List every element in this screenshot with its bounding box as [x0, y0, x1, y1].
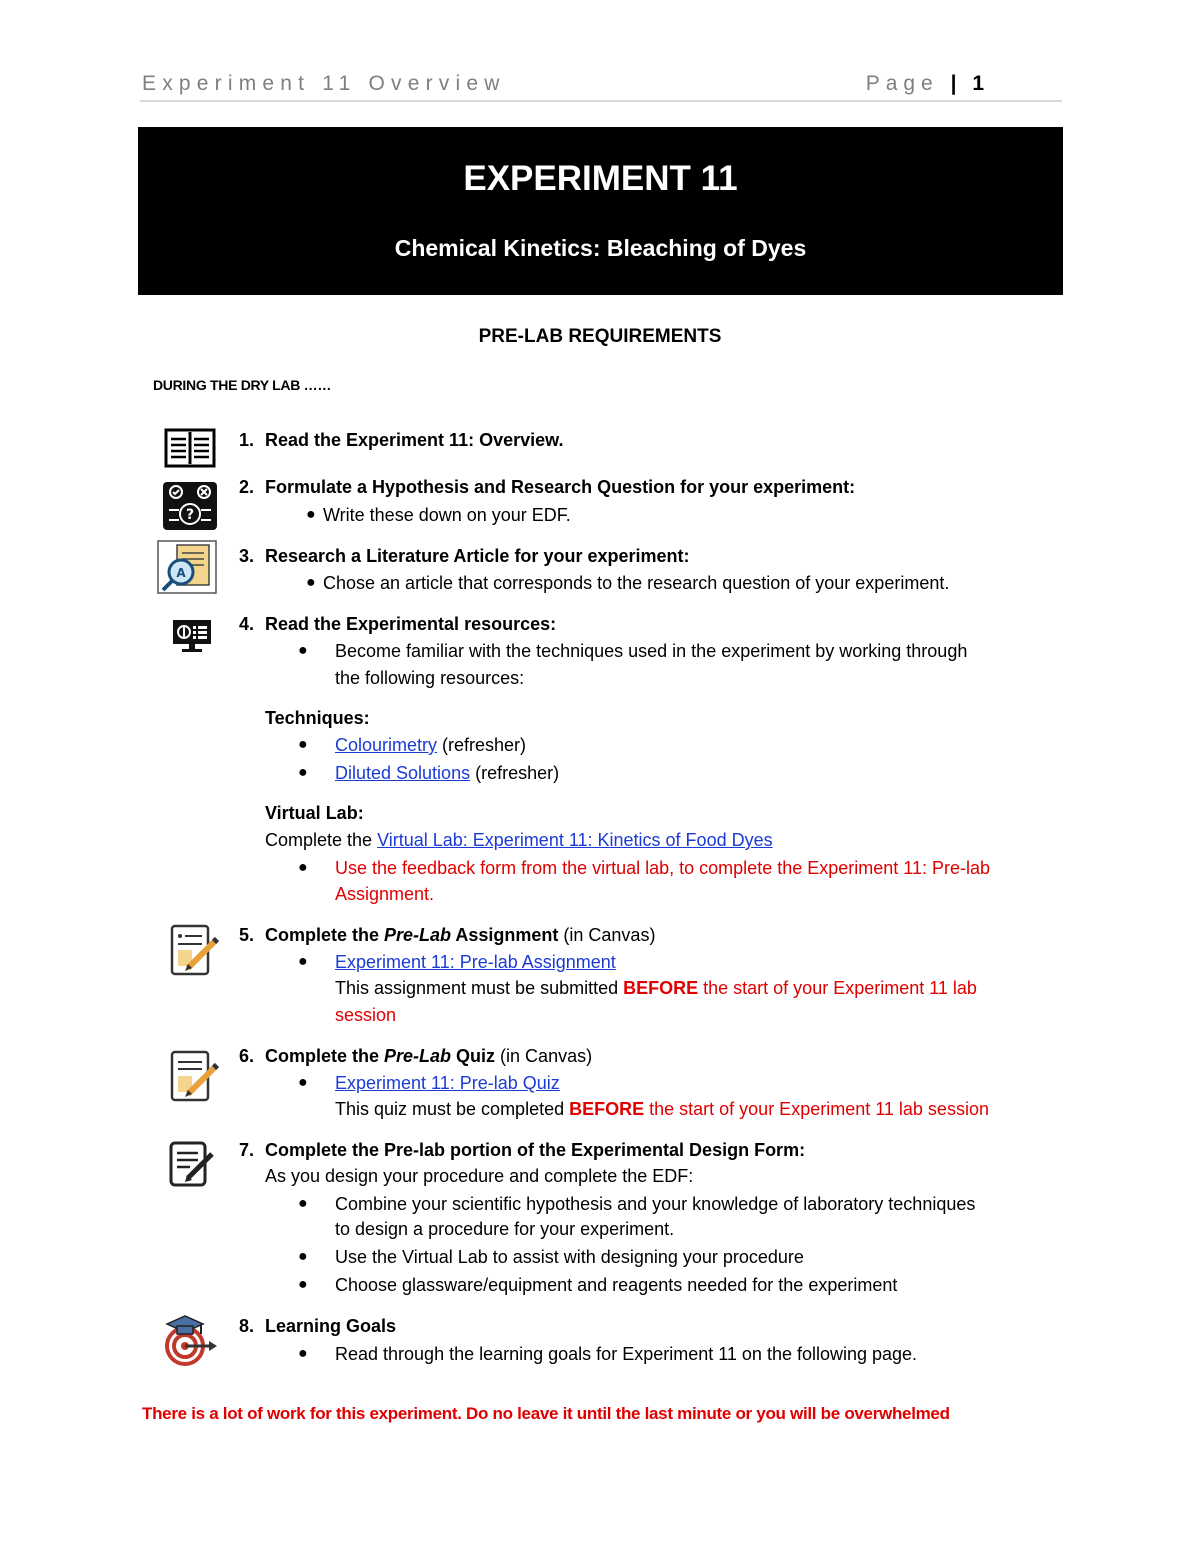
step-2-bullet: Write these down on your EDF.: [323, 505, 571, 525]
step-5-title: [265, 924, 655, 946]
feedback-note-line2: Assignment.: [335, 884, 435, 904]
step-8-number: 8.: [239, 1316, 255, 1336]
header-page-number: [866, 72, 990, 96]
step-5-title-c: Assignment: [451, 925, 559, 945]
quiz-icon: [170, 1050, 220, 1102]
page-header: [140, 70, 1062, 102]
step-7-bullet-2: Use the Virtual Lab to assist with designing your procedure: [335, 1247, 804, 1267]
bullet-icon: ●: [306, 574, 316, 591]
colourimetry-note: (refresher): [437, 735, 527, 755]
step-5-note-c: the start of your Experiment 11 lab: [698, 978, 977, 998]
step-5-note-a: This assignment must be submitted: [335, 978, 624, 998]
step-5-number: 5.: [239, 925, 255, 945]
step-6-note-line1: [335, 1098, 989, 1120]
step-5-title-b: Pre-Lab: [384, 925, 452, 945]
bullet-icon: ●: [298, 953, 308, 970]
step-7-number: 7.: [239, 1140, 255, 1160]
step-5-note-b: BEFORE: [623, 978, 699, 998]
diluted-solutions-link[interactable]: Diluted Solutions: [335, 763, 471, 783]
step-2-number: 2.: [239, 477, 255, 497]
bullet-icon: ●: [298, 736, 308, 753]
literature-search-icon: [157, 540, 217, 594]
step-7-bullet-3: Choose glassware/equipment and reagents needed for the experiment: [335, 1275, 898, 1295]
step-1-number: 1.: [239, 430, 255, 450]
virtual-lab-prefix: Complete the: [265, 830, 378, 850]
step-5-title-d: (in Canvas): [558, 925, 656, 945]
banner-subtitle: Chemical Kinetics: Bleaching of Dyes: [394, 235, 807, 261]
book-icon: [164, 428, 216, 468]
step-6-note-b: BEFORE: [569, 1099, 645, 1119]
page-separator: |: [950, 72, 961, 95]
svg-text:?: ?: [185, 507, 195, 523]
step-3-title: Research a Literature Article for your experiment:: [265, 546, 690, 566]
bullet-icon: ●: [298, 1276, 308, 1293]
bullet-icon: ●: [298, 642, 308, 659]
monitor-icon: [172, 619, 212, 653]
step-6-title: [265, 1045, 592, 1067]
technique-colourimetry: [335, 734, 526, 756]
step-8-title: Learning Goals: [265, 1316, 397, 1336]
dry-lab-label: DURING THE DRY LAB ……: [153, 377, 332, 393]
step-6-title-a: Complete the: [265, 1046, 385, 1066]
bullet-icon: ●: [298, 764, 308, 781]
step-3-bullet: Chose an article that corresponds to the research question of your experiment.: [323, 573, 950, 593]
bullet-icon: ●: [306, 506, 316, 523]
step-7-title: Complete the Pre-lab portion of the Experimental Design Form:: [265, 1140, 806, 1160]
step-1-title: Read the Experiment 11: Overview.: [265, 430, 564, 450]
workload-warning: There is a lot of work for this experiment. Do no leave it until the last minute or you will be overwhelmed: [142, 1404, 950, 1423]
step-4-number: 4.: [239, 614, 255, 634]
techniques-label: Techniques:: [265, 708, 370, 728]
step-6-note-a: This quiz must be completed: [335, 1099, 570, 1119]
step-4-bullet-line1: Become familiar with the techniques used in the experiment by working through: [335, 641, 968, 661]
step-5-note-line1: [335, 977, 977, 999]
step-6-title-d: (in Canvas): [495, 1046, 593, 1066]
step-6-title-b: Pre-Lab: [384, 1046, 452, 1066]
step-8-bullet: Read through the learning goals for Experiment 11 on the following page.: [335, 1344, 918, 1364]
step-6-number: 6.: [239, 1046, 255, 1066]
page-number: 1: [972, 72, 990, 95]
learning-goals-icon: [161, 1314, 219, 1368]
assignment-icon: [170, 924, 220, 976]
step-6-title-c: Quiz: [451, 1046, 496, 1066]
svg-text:A: A: [176, 566, 186, 580]
step-7-bullet-1-line1: Combine your scientific hypothesis and your knowledge of laboratory techniques: [335, 1194, 976, 1214]
page-label: Page: [865, 72, 939, 95]
bullet-icon: ●: [298, 1195, 308, 1212]
bullet-icon: ●: [298, 1248, 308, 1265]
step-5-note-line2: session: [335, 1005, 397, 1025]
step-4-title: Read the Experimental resources:: [265, 614, 557, 634]
virtual-lab-line: [265, 829, 773, 851]
step-7-intro: As you design your procedure and complete the EDF:: [265, 1166, 694, 1186]
step-4-bullet-line2: the following resources:: [335, 668, 525, 688]
prelab-heading: PRE-LAB REQUIREMENTS: [478, 326, 722, 347]
prelab-assignment-link[interactable]: Experiment 11: Pre-lab Assignment: [335, 952, 616, 972]
step-3-number: 3.: [239, 546, 255, 566]
diluted-solutions-note: (refresher): [470, 763, 560, 783]
step-6-note-c: the start of your Experiment 11 lab session: [644, 1099, 989, 1119]
feedback-note-line1: Use the feedback form from the virtual lab, to complete the Experiment 11: Pre-lab: [335, 858, 990, 878]
bullet-icon: ●: [298, 1345, 308, 1362]
step-5-title-a: Complete the: [265, 925, 385, 945]
step-7-bullet-1-line2: to design a procedure for your experiment.: [335, 1219, 675, 1239]
header-title: Experiment 11 Overview: [142, 72, 506, 95]
title-banner: [138, 127, 1063, 295]
step-2-title: Formulate a Hypothesis and Research Question for your experiment:: [265, 477, 856, 497]
virtual-lab-link[interactable]: Virtual Lab: Experiment 11: Kinetics of Food Dyes: [377, 830, 773, 850]
hypothesis-icon: [163, 482, 217, 530]
bullet-icon: ●: [298, 1074, 308, 1091]
technique-diluted-solutions: [335, 762, 559, 784]
virtual-lab-label: Virtual Lab:: [265, 803, 364, 823]
prelab-quiz-link[interactable]: Experiment 11: Pre-lab Quiz: [335, 1073, 560, 1093]
edit-form-icon: [168, 1140, 218, 1188]
banner-title: EXPERIMENT 11: [463, 159, 738, 198]
bullet-icon: ●: [298, 859, 308, 876]
colourimetry-link[interactable]: Colourimetry: [335, 735, 438, 755]
